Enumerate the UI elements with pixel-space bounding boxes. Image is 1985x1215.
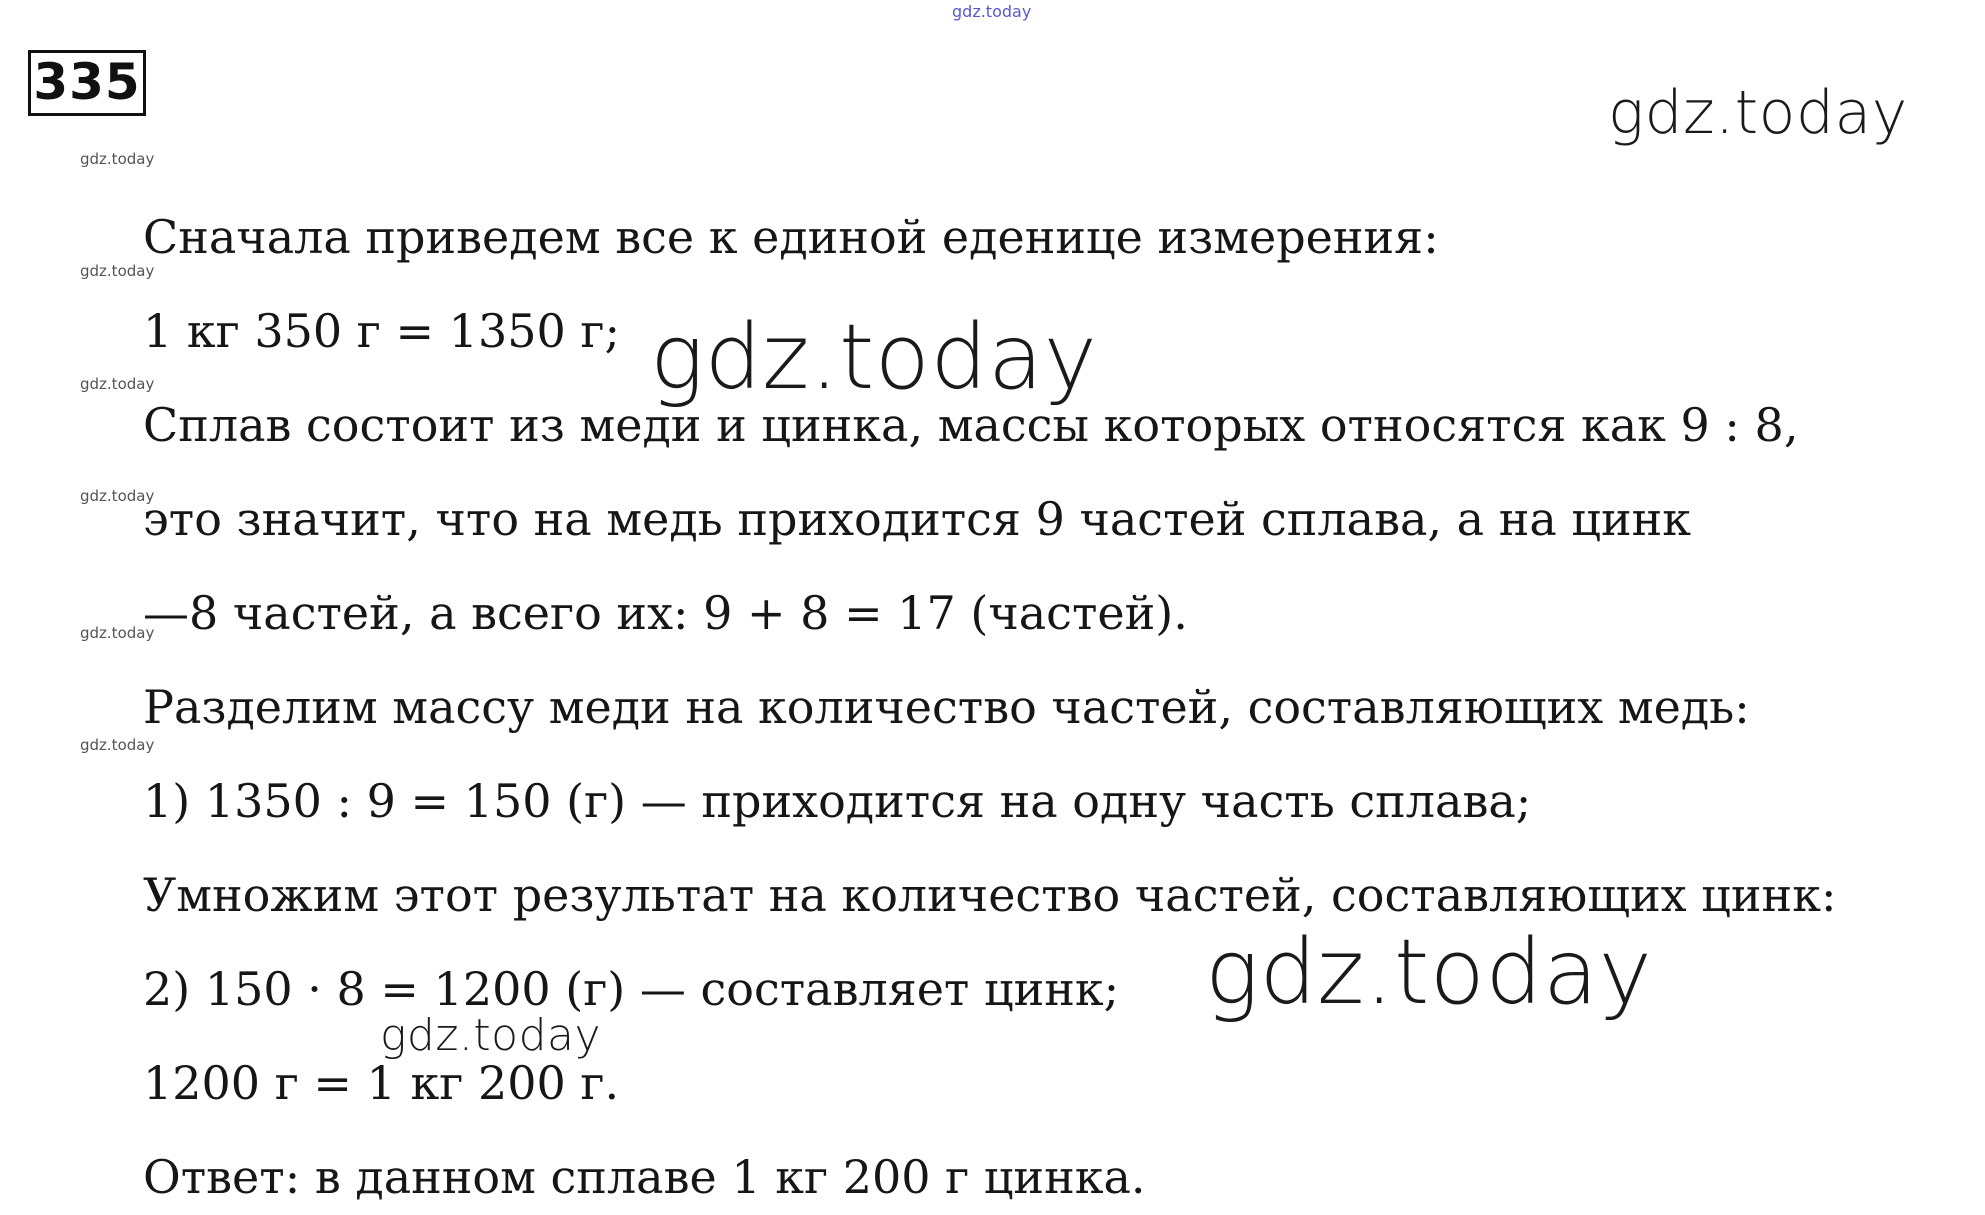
watermark-margin-3: gdz.today bbox=[80, 375, 155, 393]
solution-line-3: Сплав состоит из меди и цинка, массы которых относятся как 9 : 8, bbox=[143, 398, 1799, 452]
solution-line-8: Умножим этот результат на количество частей, составляющих цинк: bbox=[143, 868, 1837, 922]
solution-line-4: это значит, что на медь приходится 9 частей сплава, а на цинк bbox=[143, 492, 1692, 546]
watermark-center-large-1: gdz.today bbox=[650, 305, 1098, 410]
solution-line-11: Ответ: в данном сплаве 1 кг 200 г цинка. bbox=[143, 1150, 1146, 1204]
solution-line-5: —8 частей, а всего их: 9 + 8 = 17 (частей). bbox=[143, 586, 1188, 640]
watermark-margin-6: gdz.today bbox=[80, 736, 155, 754]
watermark-margin-4: gdz.today bbox=[80, 487, 155, 505]
watermark-center-large-2: gdz.today bbox=[1205, 920, 1653, 1025]
solution-line-10: 1200 г = 1 кг 200 г. bbox=[143, 1056, 620, 1110]
watermark-top-center: gdz.today bbox=[952, 2, 1032, 21]
solution-line-1: Сначала приведем все к единой еденице измерения: bbox=[143, 210, 1439, 264]
solution-line-9: 2) 150 · 8 = 1200 (г) — составляет цинк; bbox=[143, 962, 1120, 1016]
watermark-margin-1: gdz.today bbox=[80, 150, 155, 168]
watermark-margin-2: gdz.today bbox=[80, 262, 155, 280]
problem-number-box: 335 bbox=[28, 50, 146, 116]
solution-line-7: 1) 1350 : 9 = 150 (г) — приходится на одну часть сплава; bbox=[143, 774, 1532, 828]
watermark-top-right: gdz.today bbox=[1608, 78, 1908, 148]
solution-line-2: 1 кг 350 г = 1350 г; bbox=[143, 304, 620, 358]
solution-line-6: Разделим массу меди на количество частей, составляющих медь: bbox=[143, 680, 1750, 734]
watermark-center-medium: gdz.today bbox=[380, 1010, 602, 1061]
watermark-margin-5: gdz.today bbox=[80, 624, 155, 642]
